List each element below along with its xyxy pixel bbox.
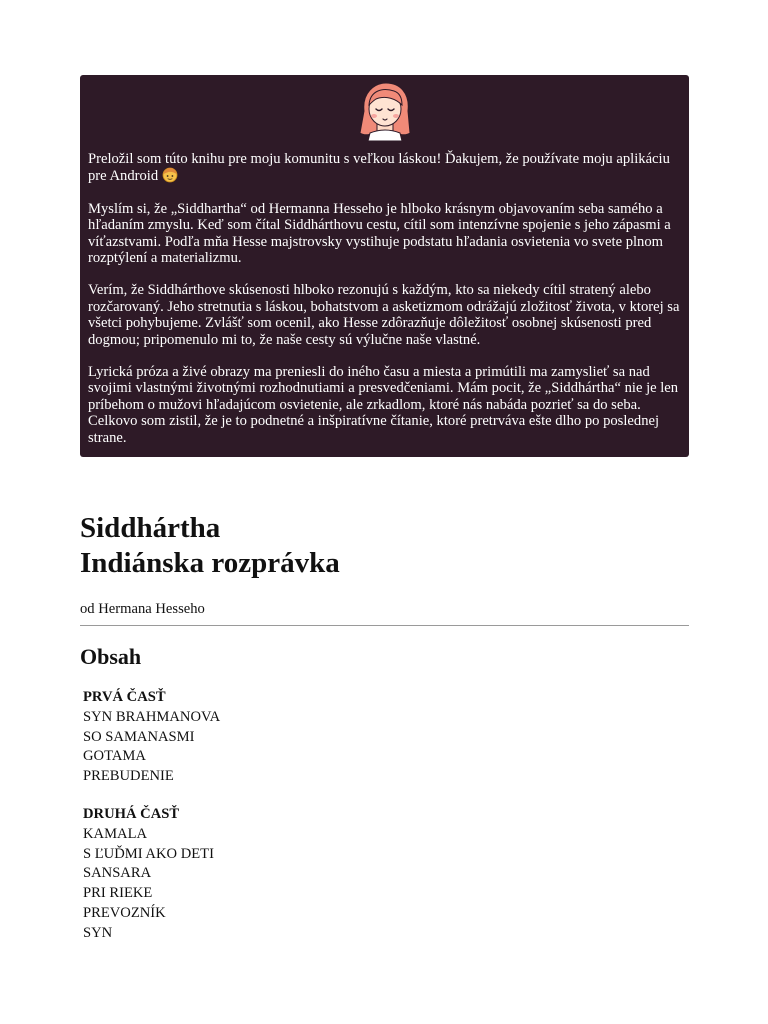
toc-chapter-link[interactable]: SYN [83, 924, 113, 941]
toc-chapter-link[interactable]: KAMALA [83, 825, 148, 842]
note-paragraph-1: Preložil som túto knihu pre moju komunitu s veľkou láskou! Ďakujem, že používate moju aplikáciu pre Android [88, 151, 670, 185]
toc-part-2 [83, 805, 220, 944]
girl-avatar-icon [356, 81, 414, 141]
note-paragraph-4: Lyrická próza a živé obrazy ma preniesli do iného času a miesta a primútili ma zamyslieť sa nad svojimi vlastnými životnými rozhodnutiami a presvedčeniami. Mám pocit, že „Siddhártha“ nie je len príbehom o mužovi hľadajúcom osvietenie, ale zrkadlom, ktoré nás nabáda pozrieť sa do seba. Celkovo som zistil, že je to podnetné a inšpiratívne čítanie, ktoré pretrváva ešte dlho po poslednej strane. [88, 364, 679, 446]
note-paragraph-3: Verím, že Siddhárthove skúsenosti hlboko rezonujú s každým, kto sa niekedy cítil stratený alebo rozčarovaný. Jeho stretnutia s láskou, bohatstvom a asketizmom odrážajú zložitosť života, v ktorej sa všetci pohybujeme. Zvlášť som ocenil, ako Hesse zdôrazňuje dôležitosť osobnej skúsenosti pred dogmou; pripomenulo mi to, že naše cesty sú výlučne naše vlastné. [88, 282, 680, 348]
table-of-contents [83, 688, 220, 962]
toc-chapter-link[interactable]: S ĽUĎMI AKO DETI [83, 845, 214, 862]
book-title-line-2: Indiánska rozprávka [80, 547, 340, 579]
translator-note-box [80, 75, 689, 457]
toc-part-1 [83, 688, 220, 787]
toc-chapter-link[interactable]: PREBUDENIE [83, 768, 174, 785]
toc-chapter-link[interactable]: SANSARA [83, 865, 152, 882]
toc-chapter-link[interactable]: SO SAMANASMI [83, 728, 195, 745]
book-author: od Hermana Hesseho [80, 601, 205, 617]
toc-chapter-link[interactable]: PREVOZNÍK [83, 904, 166, 921]
toc-chapter-link[interactable]: PRI RIEKE [83, 885, 153, 902]
book-title [80, 511, 340, 581]
toc-chapter-link[interactable]: GOTAMA [83, 748, 146, 765]
face-emoji-icon [162, 167, 178, 183]
toc-part-title: PRVÁ ČASŤ [83, 689, 166, 705]
book-title-line-1: Siddhártha [80, 512, 221, 544]
toc-chapter-link[interactable]: SYN BRAHMANOVA [83, 708, 221, 725]
section-divider [80, 625, 689, 626]
note-paragraph-2: Myslím si, že „Siddhartha“ od Hermanna Hesseho je hlboko krásnym objavovaním seba samého a hľadaním zmyslu. Keď som čítal Siddhárthovu cestu, cítil som intenzívne spojenie s jeho zápasmi a víťazstvami. Podľa mňa Hesse majstrovsky vystihuje podstatu hľadania osvietenia vo svete plnom rozptýlení a materializmu. [88, 200, 671, 267]
toc-heading: Obsah [80, 644, 142, 669]
toc-part-title: DRUHÁ ČASŤ [83, 805, 180, 822]
